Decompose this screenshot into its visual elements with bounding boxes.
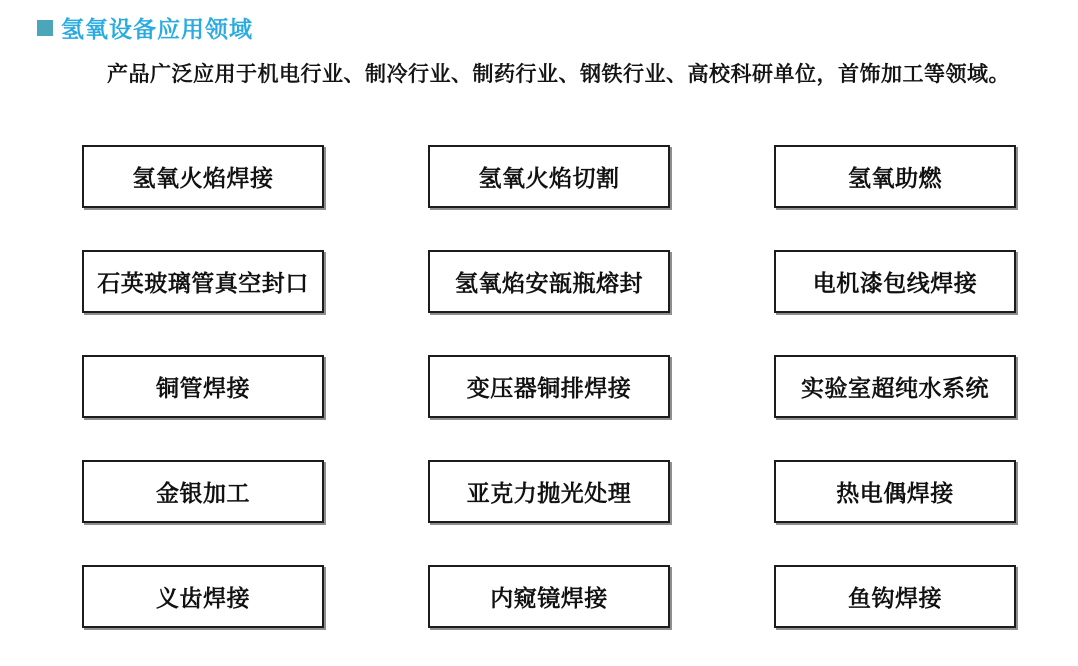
application-box-motor-enameled-wire-welding: 电机漆包线焊接 xyxy=(774,250,1016,313)
section-title: 氢氧设备应用领域 xyxy=(61,16,253,42)
application-box-acrylic-polishing: 亚克力抛光处理 xyxy=(428,460,670,523)
application-box-transformer-copper-bar-welding: 变压器铜排焊接 xyxy=(428,355,670,418)
application-box-lab-ultrapure-water-system: 实验室超纯水系统 xyxy=(774,355,1016,418)
section-header xyxy=(37,11,253,44)
application-grid xyxy=(82,145,1016,628)
application-box-quartz-glass-tube-vacuum-sealing: 石英玻璃管真空封口 xyxy=(82,250,324,313)
application-box-fishhook-welding: 鱼钩焊接 xyxy=(774,565,1016,628)
application-box-gold-silver-processing: 金银加工 xyxy=(82,460,324,523)
application-box-hydrogen-oxygen-flame-welding: 氢氧火焰焊接 xyxy=(82,145,324,208)
application-box-endoscope-welding: 内窥镜焊接 xyxy=(428,565,670,628)
section-bullet-square-icon xyxy=(37,20,53,36)
application-box-thermocouple-welding: 热电偶焊接 xyxy=(774,460,1016,523)
application-box-hydrogen-oxygen-combustion-support: 氢氧助燃 xyxy=(774,145,1016,208)
application-box-hydrogen-oxygen-flame-cutting: 氢氧火焰切割 xyxy=(428,145,670,208)
intro-paragraph: 产品广泛应用于机电行业、制冷行业、制药行业、钢铁行业、高校科研单位，首饰加工等领域。 xyxy=(107,63,1010,86)
application-box-copper-tube-welding: 铜管焊接 xyxy=(82,355,324,418)
application-box-denture-welding: 义齿焊接 xyxy=(82,565,324,628)
application-box-ampoule-bottle-sealing: 氢氧焰安瓿瓶熔封 xyxy=(428,250,670,313)
